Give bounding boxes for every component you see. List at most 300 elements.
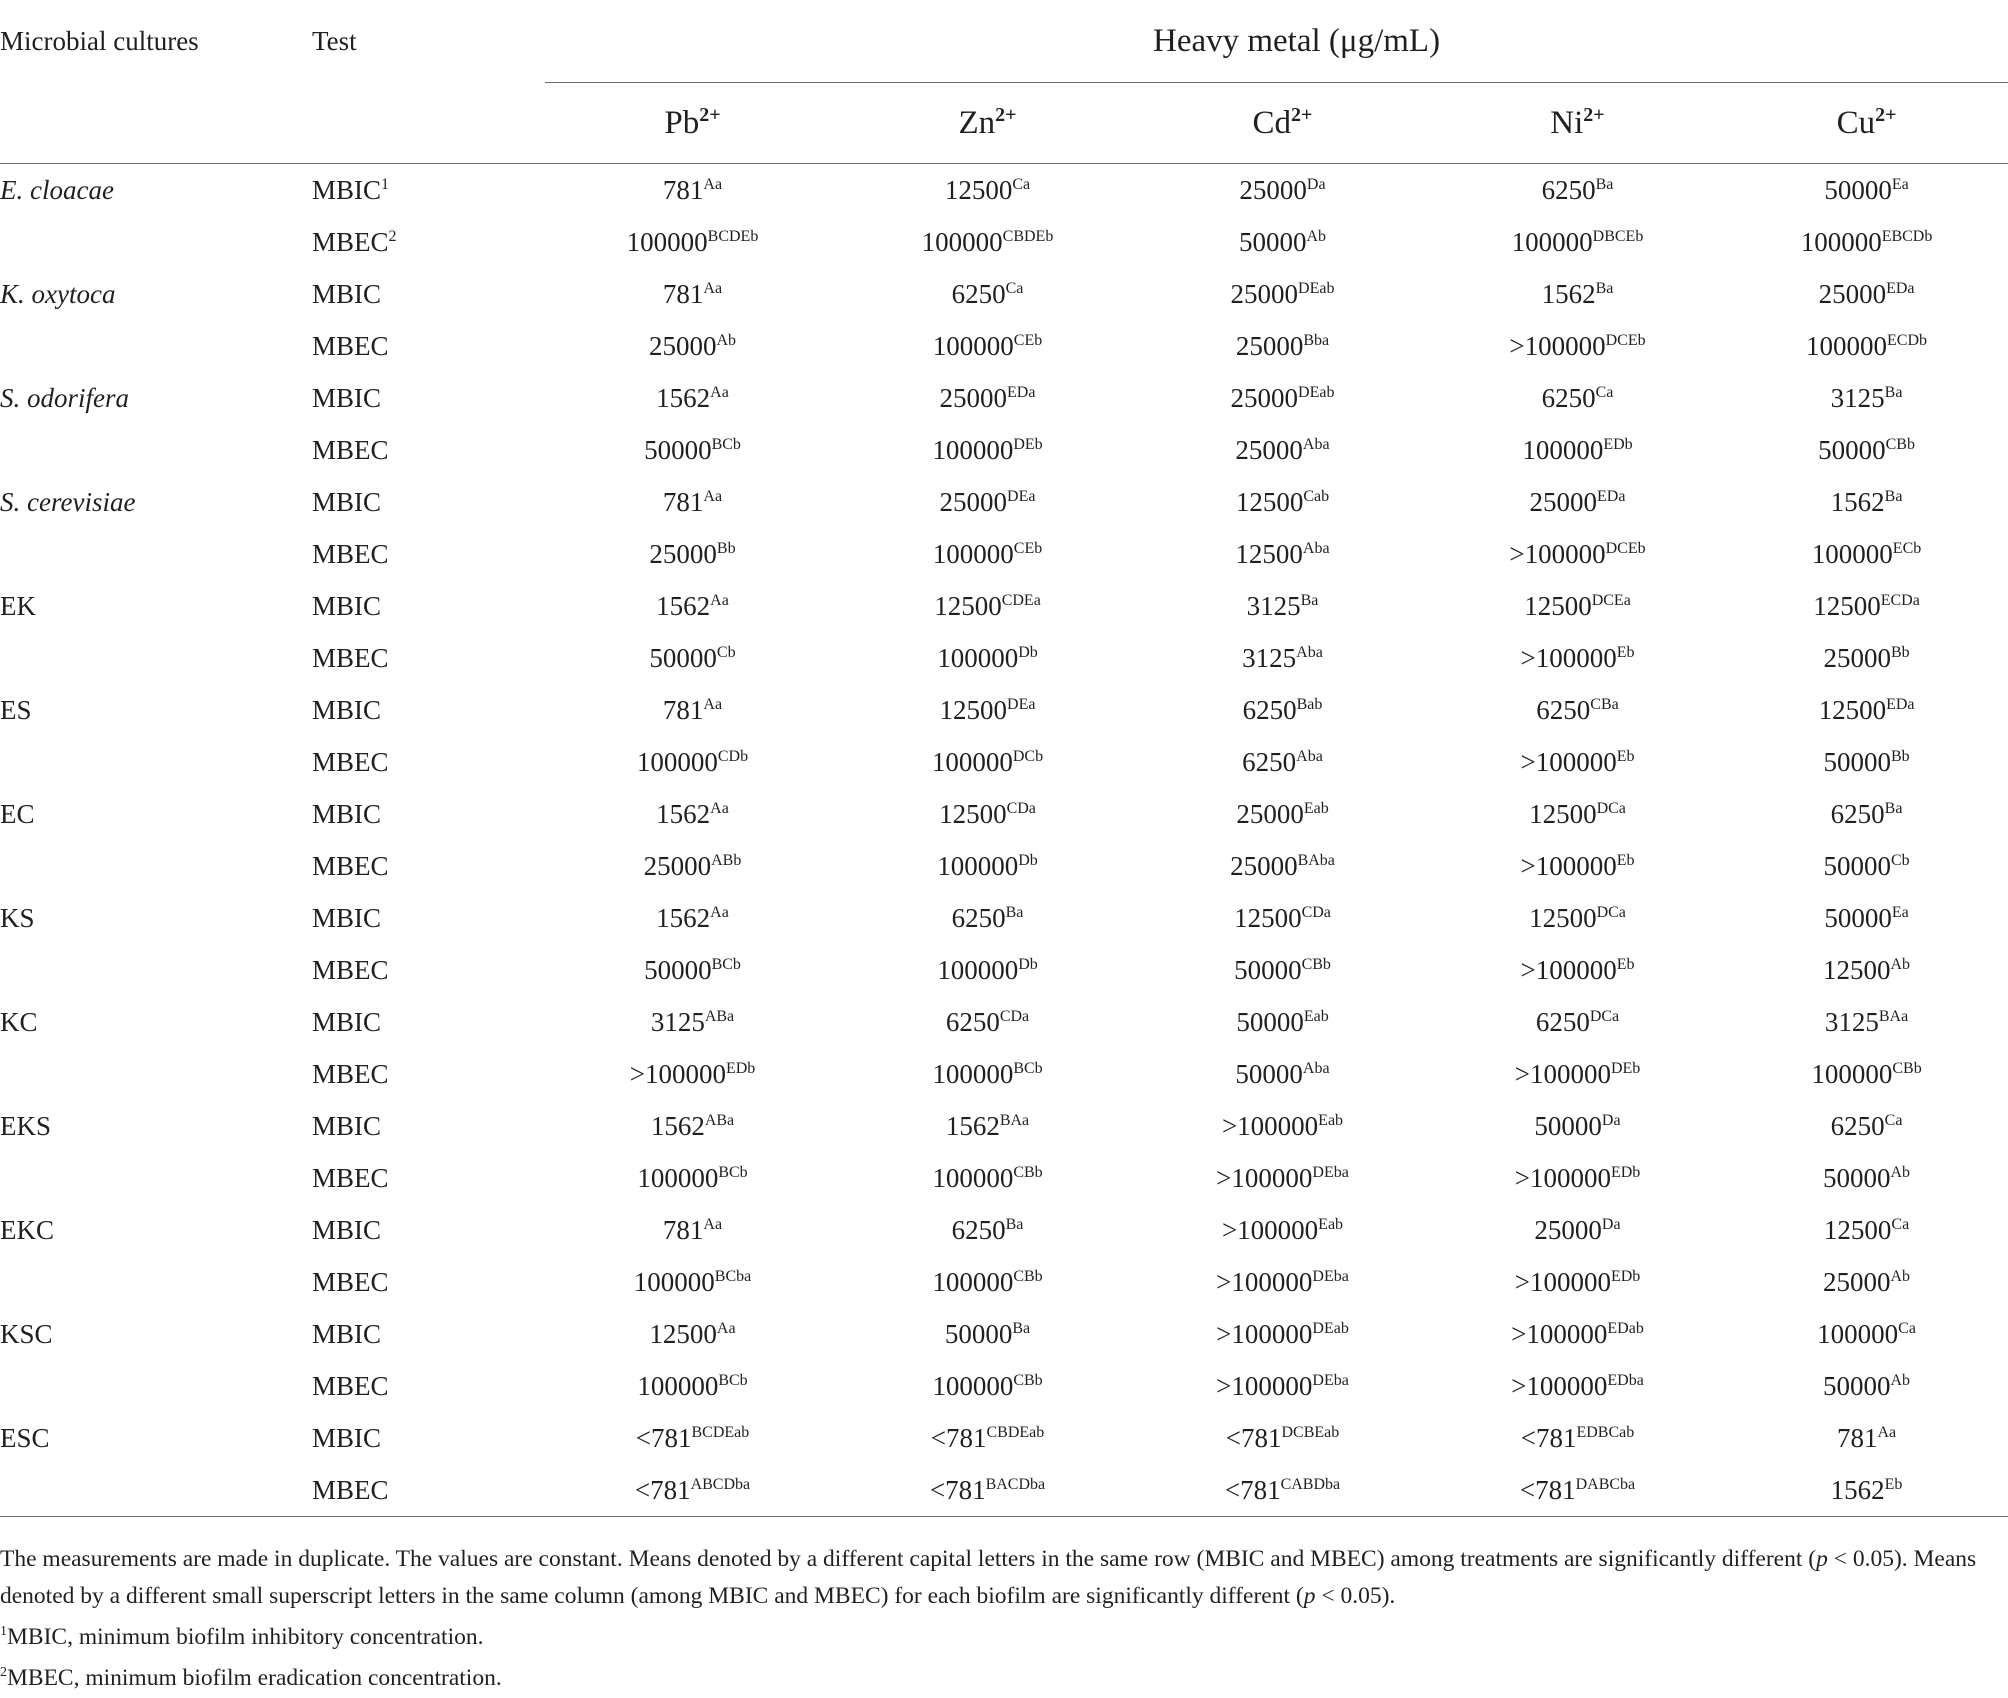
significance-letters: Eb	[1616, 955, 1635, 973]
value-cell-cu	[1725, 528, 2008, 580]
value: 100000	[937, 642, 1019, 673]
value: >100000	[1520, 642, 1617, 673]
test-cell	[312, 580, 545, 632]
value-cell-ni	[1430, 1412, 1725, 1464]
value: 25000	[1534, 1214, 1602, 1245]
value: >100000	[1221, 1110, 1319, 1141]
value-cell-zn	[840, 840, 1135, 892]
test-cell	[312, 476, 545, 528]
value: 6250	[1541, 174, 1596, 205]
value-cell-zn	[840, 216, 1135, 268]
value-cell-cu	[1725, 944, 2008, 996]
value-cell-cd	[1135, 1256, 1430, 1308]
value: >100000	[1216, 1162, 1313, 1193]
value-cell-ni	[1430, 736, 1725, 788]
significance-letters: Aa	[703, 279, 723, 297]
organism-cell	[0, 736, 312, 788]
value-cell-zn	[840, 1048, 1135, 1100]
organism-cell: KC	[0, 1006, 38, 1037]
value-cell-pb	[545, 1100, 840, 1152]
value: 25000	[1236, 798, 1304, 829]
significance-letters: Ab	[1890, 955, 1911, 973]
significance-letters: Aba	[1302, 539, 1330, 557]
significance-letters: DCBEab	[1281, 1423, 1340, 1441]
significance-letters: Ba	[1884, 487, 1903, 505]
value: 100000	[932, 330, 1014, 361]
significance-letters: DCEa	[1591, 591, 1631, 609]
significance-letters: Eb	[1616, 643, 1635, 661]
value: 100000	[1811, 1058, 1893, 1089]
value-cell-cu	[1725, 1204, 2008, 1256]
significance-letters: EDb	[725, 1059, 756, 1077]
value-cell-cu	[1725, 1256, 2008, 1308]
significance-letters: BAa	[1878, 1007, 1909, 1025]
value: 12500	[934, 590, 1002, 621]
value-cell-ni	[1430, 788, 1725, 840]
value-cell-ni	[1430, 944, 1725, 996]
significance-letters: Eb	[1616, 851, 1635, 869]
organism-cell	[0, 1464, 312, 1517]
value: 25000	[1230, 382, 1299, 413]
organism-cell: EKC	[0, 1214, 54, 1245]
value-cell-cd	[1135, 892, 1430, 944]
value: >100000	[1520, 850, 1617, 881]
value-cell-pb	[545, 320, 840, 372]
test-footnote-mark: 1	[381, 175, 390, 193]
value-cell-pb	[545, 216, 840, 268]
value-cell-pb	[545, 476, 840, 528]
significance-letters: Eab	[1318, 1215, 1344, 1233]
significance-letters: Aa	[710, 903, 729, 921]
value: >100000	[1216, 1370, 1313, 1401]
table-row	[0, 1464, 2008, 1517]
table-row	[0, 944, 2008, 996]
significance-letters: Ca	[1898, 1319, 1916, 1337]
value: <781	[634, 1474, 691, 1505]
value: 25000	[939, 486, 1008, 517]
significance-letters: Aba	[1296, 747, 1323, 765]
value: 12500	[1234, 902, 1302, 933]
significance-letters: Ab	[1306, 227, 1327, 245]
value: 100000	[633, 1266, 715, 1297]
value: 100000	[1806, 330, 1888, 361]
value-cell-ni	[1430, 372, 1725, 424]
value-cell-cu	[1725, 424, 2008, 476]
value-cell-cu	[1725, 840, 2008, 892]
value: 12500	[1235, 538, 1303, 569]
significance-letters: DEab	[1298, 279, 1335, 297]
value-cell-cu	[1725, 684, 2008, 736]
significance-letters: CDEa	[1001, 591, 1041, 609]
significance-letters: ABCDba	[690, 1475, 751, 1493]
test-label: MBIC	[312, 278, 382, 309]
significance-letters: Bb	[716, 539, 736, 557]
significance-letters: CBa	[1590, 695, 1619, 713]
header-metal-pb: $Pb^{2+}$	[545, 83, 840, 164]
significance-letters: CBDEab	[986, 1423, 1045, 1441]
value-cell-cu	[1725, 216, 2008, 268]
value-cell-ni	[1430, 1308, 1725, 1360]
value: 100000	[626, 226, 708, 257]
value: 100000	[921, 226, 1003, 257]
value-cell-cd	[1135, 528, 1430, 580]
test-cell	[312, 996, 545, 1048]
value: 3125	[1242, 642, 1297, 673]
value-cell-cu	[1725, 164, 2008, 217]
significance-letters: Ab	[1890, 1163, 1911, 1181]
significance-letters: CBb	[1301, 955, 1331, 973]
value-cell-pb	[545, 788, 840, 840]
value: >100000	[1520, 954, 1617, 985]
significance-letters: Aa	[703, 487, 723, 505]
value-cell-cd	[1135, 1412, 1430, 1464]
value: 100000	[932, 1162, 1014, 1193]
value: 1562	[1830, 486, 1885, 517]
significance-letters: Ab	[1890, 1267, 1911, 1285]
significance-letters: CBb	[1013, 1163, 1043, 1181]
value-cell-zn	[840, 892, 1135, 944]
significance-letters: Ba	[1595, 279, 1614, 297]
test-cell	[312, 1464, 545, 1517]
value: 6250	[1535, 1006, 1590, 1037]
value-cell-cu	[1725, 1412, 2008, 1464]
value: 12500	[649, 1318, 717, 1349]
significance-letters: DCEb	[1605, 331, 1646, 349]
value: 100000	[1511, 226, 1593, 257]
organism-cell	[0, 1256, 312, 1308]
significance-letters: DEab	[1312, 1319, 1349, 1337]
value: 12500	[1818, 694, 1887, 725]
value: 25000	[649, 538, 717, 569]
value-cell-cd	[1135, 372, 1430, 424]
test-label: MBEC	[312, 1370, 389, 1401]
significance-letters: Aa	[710, 383, 729, 401]
value: 25000	[939, 382, 1008, 413]
significance-letters: Aa	[703, 1215, 723, 1233]
significance-letters: Ca	[1884, 1111, 1903, 1129]
test-label: MBIC	[312, 694, 382, 725]
table-body	[0, 164, 2008, 1517]
value: 25000	[1818, 278, 1887, 309]
value: 781	[662, 174, 704, 205]
test-label: MBIC	[312, 486, 382, 517]
test-cell	[312, 1256, 545, 1308]
value-cell-cu	[1725, 372, 2008, 424]
value: 50000	[1823, 850, 1891, 881]
value-cell-cu	[1725, 1360, 2008, 1412]
significance-letters: EDa	[1007, 383, 1036, 401]
significance-letters: Ab	[1890, 1371, 1911, 1389]
test-cell	[312, 372, 545, 424]
significance-letters: Cb	[716, 643, 736, 661]
test-label: MBIC	[312, 902, 382, 933]
significance-letters: Aba	[1302, 1059, 1330, 1077]
value-cell-zn	[840, 788, 1135, 840]
significance-letters: Aa	[1877, 1423, 1897, 1441]
significance-letters: CBb	[1013, 1267, 1043, 1285]
value-cell-cu	[1725, 1464, 2008, 1517]
significance-letters: EDa	[1886, 279, 1915, 297]
value-cell-zn	[840, 996, 1135, 1048]
significance-letters: Db	[1018, 851, 1038, 869]
significance-letters: ABb	[711, 851, 742, 869]
value-cell-zn	[840, 736, 1135, 788]
value: 100000	[636, 746, 718, 777]
significance-letters: EBCDb	[1881, 227, 1933, 245]
significance-letters: CDa	[999, 1007, 1030, 1025]
value-cell-cu	[1725, 268, 2008, 320]
value-cell-zn	[840, 476, 1135, 528]
test-cell	[312, 788, 545, 840]
value-cell-pb	[545, 736, 840, 788]
significance-letters: Bb	[1890, 643, 1910, 661]
value-cell-cd	[1135, 424, 1430, 476]
value-cell-ni	[1430, 1100, 1725, 1152]
value: 50000	[1823, 1162, 1891, 1193]
test-label: MBIC	[312, 1318, 382, 1349]
significance-letters: BCba	[714, 1267, 752, 1285]
value-cell-cd	[1135, 996, 1430, 1048]
table-row	[0, 736, 2008, 788]
test-cell	[312, 1048, 545, 1100]
significance-letters: Eab	[1303, 1007, 1329, 1025]
value: 1562	[1830, 1474, 1885, 1505]
table-row	[0, 1412, 2008, 1464]
value: 50000	[1824, 902, 1892, 933]
test-footnote-mark: 2	[388, 227, 397, 245]
value: >100000	[1216, 1318, 1313, 1349]
significance-letters: Ba	[1884, 383, 1903, 401]
table-row	[0, 528, 2008, 580]
significance-letters: DCa	[1596, 903, 1626, 921]
value: >100000	[1511, 1318, 1608, 1349]
test-label: MBEC	[312, 434, 389, 465]
significance-letters: DEb	[1013, 435, 1043, 453]
value-cell-cu	[1725, 1308, 2008, 1360]
significance-letters: Ba	[1005, 1215, 1024, 1233]
value: 6250	[951, 902, 1006, 933]
value: 12500	[939, 694, 1008, 725]
significance-letters: BCDEb	[707, 227, 759, 245]
value-cell-pb	[545, 424, 840, 476]
significance-letters: BCb	[711, 435, 741, 453]
footnote-mbic: $^1$MBIC, minimum biofilm inhibitory concentration.	[0, 1623, 484, 1650]
value: 50000	[1238, 226, 1307, 257]
significance-letters: ABa	[704, 1007, 735, 1025]
significance-letters: Cb	[1890, 851, 1910, 869]
value: 6250	[951, 1214, 1006, 1245]
value-cell-pb	[545, 1464, 840, 1517]
value-cell-cu	[1725, 580, 2008, 632]
significance-letters: DEab	[1298, 383, 1335, 401]
test-label: MBIC	[312, 590, 382, 621]
value: >100000	[1514, 1058, 1611, 1089]
significance-letters: CBDEb	[1002, 227, 1054, 245]
value-cell-zn	[840, 268, 1135, 320]
significance-letters: ECb	[1892, 539, 1922, 557]
significance-letters: Aba	[1302, 435, 1330, 453]
value-cell-cd	[1135, 164, 1430, 217]
table-row	[0, 632, 2008, 684]
value: 25000	[1823, 642, 1891, 673]
test-label: MBIC	[312, 1006, 382, 1037]
table-footnotes	[0, 1541, 2000, 1697]
test-label: MBIC	[312, 1110, 382, 1141]
test-label: MBEC	[312, 1266, 389, 1297]
value-cell-cd	[1135, 1100, 1430, 1152]
value: 12500	[944, 174, 1013, 205]
value: 100000	[637, 1370, 719, 1401]
test-label: MBIC	[312, 174, 382, 205]
value-cell-zn	[840, 1152, 1135, 1204]
significance-letters: Aa	[710, 799, 729, 817]
test-cell	[312, 528, 545, 580]
value: 6250	[1242, 746, 1297, 777]
test-label: MBEC	[312, 1474, 389, 1505]
heavy-metal-group-label: Heavy metal (μg/mL)	[1152, 22, 1441, 59]
table-row	[0, 580, 2008, 632]
significance-letters: DBCEb	[1592, 227, 1644, 245]
table-row	[0, 1308, 2008, 1360]
value-cell-cd	[1135, 1048, 1430, 1100]
significance-letters: Ba	[1595, 175, 1614, 193]
value-cell-ni	[1430, 1360, 1725, 1412]
organism-cell: EC	[0, 798, 35, 829]
value: 100000	[937, 850, 1019, 881]
test-label: MBEC	[312, 954, 389, 985]
value: 1562	[650, 1110, 705, 1141]
value: 3125	[1824, 1006, 1879, 1037]
value-cell-ni	[1430, 684, 1725, 736]
value-cell-pb	[545, 528, 840, 580]
value-cell-cd	[1135, 580, 1430, 632]
value-cell-ni	[1430, 1048, 1725, 1100]
significance-letters: Db	[1018, 643, 1038, 661]
value: 25000	[1235, 330, 1304, 361]
value: 100000	[1811, 538, 1893, 569]
significance-letters: Cab	[1303, 487, 1330, 505]
test-label: MBEC	[312, 1162, 389, 1193]
value-cell-pb	[545, 1360, 840, 1412]
test-cell	[312, 1360, 545, 1412]
value: 781	[1836, 1422, 1878, 1453]
value: 6250	[1536, 694, 1591, 725]
value-cell-cd	[1135, 1464, 1430, 1517]
value: 25000	[1823, 1266, 1891, 1297]
value-cell-pb	[545, 1152, 840, 1204]
header-microbial-cultures: Microbial cultures	[0, 25, 199, 56]
value: 12500	[1813, 590, 1881, 621]
value: 50000	[1236, 1006, 1304, 1037]
value-cell-zn	[840, 580, 1135, 632]
test-cell	[312, 268, 545, 320]
value-cell-pb	[545, 372, 840, 424]
value-cell-cd	[1135, 1152, 1430, 1204]
test-cell	[312, 216, 545, 268]
value: 50000	[1824, 174, 1892, 205]
organism-cell	[0, 840, 312, 892]
significance-letters: BAa	[999, 1111, 1030, 1129]
table-row	[0, 1256, 2008, 1308]
value-cell-zn	[840, 1100, 1135, 1152]
value-cell-pb	[545, 944, 840, 996]
value: >100000	[1509, 330, 1606, 361]
value: 781	[662, 278, 704, 309]
value-cell-ni	[1430, 632, 1725, 684]
header-heavy-metal-group	[545, 0, 2008, 83]
test-label: MBEC	[312, 1058, 389, 1089]
value-cell-ni	[1430, 1256, 1725, 1308]
value-cell-cd	[1135, 476, 1430, 528]
table-row	[0, 216, 2008, 268]
significance-letters: Ba	[1005, 903, 1024, 921]
value-cell-ni	[1430, 892, 1725, 944]
organism-cell: EKS	[0, 1110, 52, 1141]
significance-letters: DEba	[1312, 1371, 1349, 1389]
significance-letters: CABDba	[1280, 1475, 1341, 1493]
value: 50000	[944, 1318, 1013, 1349]
footnote-mbec: $^2$MBEC, minimum biofilm eradication concentration.	[0, 1665, 502, 1692]
test-cell	[312, 684, 545, 736]
significance-letters: EDa	[1597, 487, 1626, 505]
significance-letters: EDb	[1603, 435, 1633, 453]
significance-letters: Da	[1601, 1215, 1621, 1233]
significance-letters: EDb	[1610, 1163, 1641, 1181]
significance-letters: BCb	[718, 1163, 748, 1181]
value-cell-ni	[1430, 164, 1725, 217]
value: 1562	[656, 902, 711, 933]
significance-letters: Aa	[703, 695, 723, 713]
significance-letters: Db	[1018, 955, 1038, 973]
header-spacer-test	[312, 83, 545, 164]
value: 50000	[644, 954, 712, 985]
value: >100000	[629, 1058, 726, 1089]
significance-letters: Aa	[716, 1319, 736, 1337]
test-label: MBIC	[312, 1214, 382, 1245]
value-cell-cd	[1135, 268, 1430, 320]
value-cell-cu	[1725, 632, 2008, 684]
value: 100000	[932, 434, 1014, 465]
value: 50000	[1235, 1058, 1303, 1089]
value-cell-cu	[1725, 736, 2008, 788]
table-row	[0, 996, 2008, 1048]
table-row	[0, 1204, 2008, 1256]
test-cell	[312, 1204, 545, 1256]
value: <781	[1520, 1422, 1577, 1453]
value: 25000	[648, 330, 717, 361]
significance-letters: CBb	[1892, 1059, 1922, 1077]
significance-letters: Eb	[1616, 747, 1635, 765]
value: 1562	[656, 382, 711, 413]
significance-letters: Ca	[1012, 175, 1031, 193]
value: 50000	[1534, 1110, 1602, 1141]
value-cell-ni	[1430, 1464, 1725, 1517]
header-metal-ni: $Ni^{2+}$	[1430, 83, 1725, 164]
value: <781	[929, 1474, 986, 1505]
test-cell	[312, 944, 545, 996]
value: 50000	[1818, 434, 1886, 465]
value-cell-ni	[1430, 840, 1725, 892]
value: 12500	[1823, 1214, 1892, 1245]
value: 100000	[1817, 1318, 1899, 1349]
significance-letters: CEb	[1013, 539, 1043, 557]
test-label: MBEC	[312, 850, 389, 881]
organism-cell	[0, 632, 312, 684]
significance-letters: Ea	[1891, 903, 1909, 921]
organism-cell	[0, 1360, 312, 1412]
value-cell-cu	[1725, 1048, 2008, 1100]
value: 100000	[1800, 226, 1882, 257]
